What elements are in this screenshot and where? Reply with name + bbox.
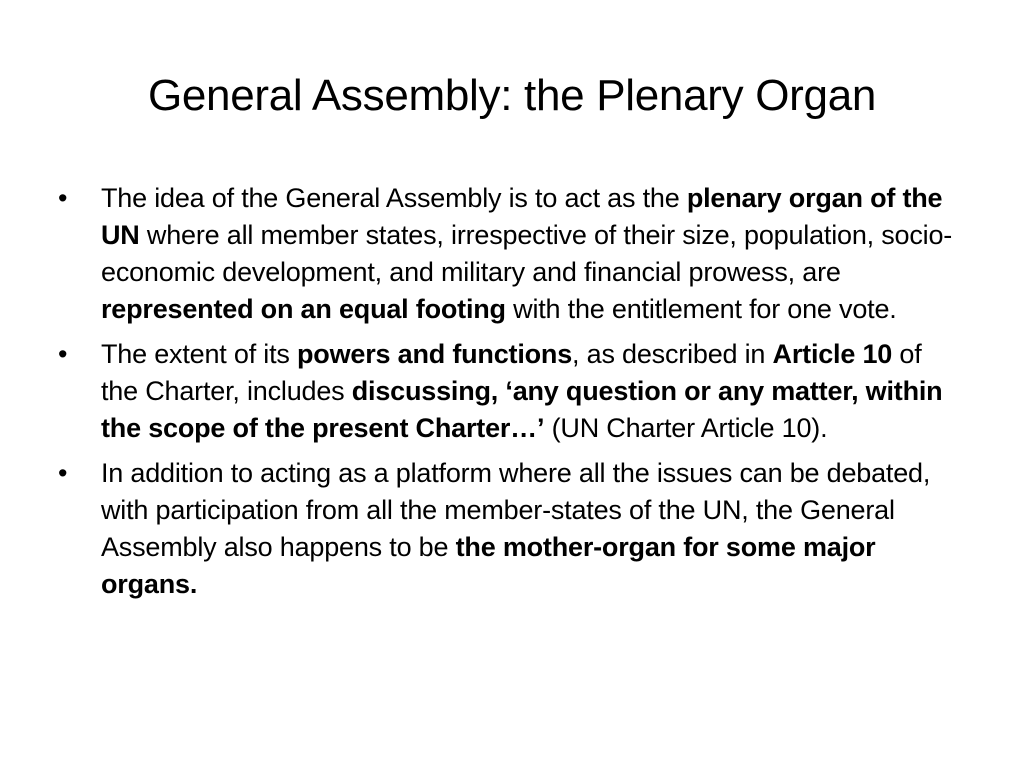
bullet-text: The idea of the General Assembly is to act as the — [101, 183, 687, 213]
bullet-text: , as described in — [572, 339, 773, 369]
bullet-text-bold: plenary organ of the UN — [101, 183, 943, 250]
bullet-item-2 — [58, 336, 963, 447]
bullet-text-bold: powers and functions — [297, 339, 573, 369]
bullet-item-3 — [58, 455, 963, 603]
bullet-text: The extent of its — [101, 339, 297, 369]
bullet-text-bold: the mother-organ for some major organs. — [101, 532, 876, 599]
bullet-marker: • — [58, 458, 68, 488]
bullet-text: with the entitlement for one vote. — [505, 294, 897, 324]
bullet-text: of the Charter, includes — [101, 339, 922, 406]
bullet-text: where all member states, irrespective of their size, population, socio-economic development, and military and financial prowess, are — [101, 220, 953, 287]
bullet-text-bold: Article 10 — [772, 339, 893, 369]
bullet-marker: • — [58, 183, 68, 213]
bullet-text-bold: represented on an equal footing — [101, 294, 506, 324]
bullet-marker: • — [58, 339, 68, 369]
bullet-text-bold: discussing, ‘any question or any matter, within the scope of the present Charter…’ — [101, 376, 943, 443]
slide-title: General Assembly: the Plenary Organ — [147, 71, 877, 120]
bullet-text: In addition to acting as a platform where all the issues can be debated, with participation from all the member-states of the UN, the General Assembly also happens to be — [101, 458, 931, 562]
bullet-list — [58, 180, 963, 611]
bullet-text: (UN Charter Article 10). — [544, 413, 828, 443]
bullet-item-1 — [58, 180, 963, 328]
